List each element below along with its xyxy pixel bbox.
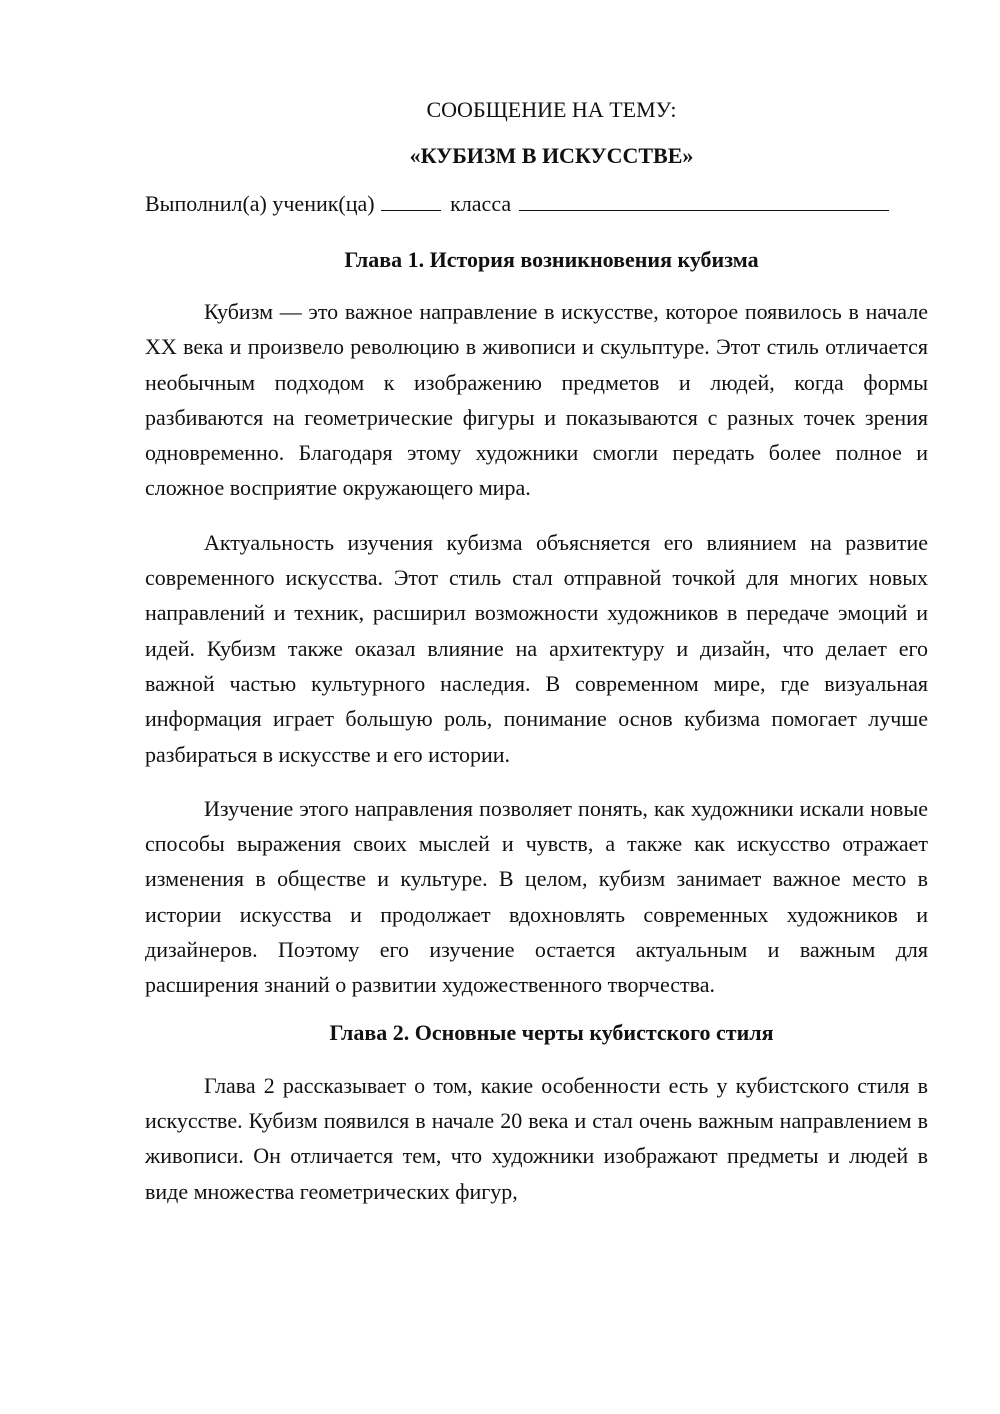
author-line bbox=[145, 186, 928, 222]
document-title-line1: СООБЩЕНИЕ НА ТЕМУ: bbox=[426, 97, 677, 122]
document-title-topic: «КУБИЗМ В ИСКУССТВЕ» bbox=[409, 143, 694, 168]
chapter-1-paragraph: Изучение этого направления позволяет понять, как художники искали новые способы выражения своих мыслей и чувств, а также как искусство отражает изменения в обществе и культуре. В целом, кубизм занимает важное место в истории искусства и продолжает вдохновлять современных художников и дизайнеров. Поэтому его изучение остается актуальным и важным для расширения знаний о развитии художественного творчества. bbox=[145, 795, 928, 998]
chapter-2-paragraph: Глава 2 рассказывает о том, какие особенности есть у кубистского стиля в искусстве. Кубизм появился в начале 20 века и стал очень важным направлением в живописи. Он отличается тем, что художники изображают предметы и людей в виде множества геометрических фигур, bbox=[145, 1072, 928, 1204]
name-blank bbox=[519, 188, 889, 211]
chapter-1-heading: Глава 1. История возникновения кубизма bbox=[344, 247, 759, 272]
class-number-blank bbox=[381, 188, 441, 211]
author-label: Выполнил(а) ученик(ца) bbox=[145, 191, 375, 216]
class-label: класса bbox=[450, 191, 512, 216]
chapter-2-heading: Глава 2. Основные черты кубистского стиля bbox=[329, 1019, 774, 1045]
document-page bbox=[145, 92, 928, 1209]
chapter-1-paragraph: Актуальность изучения кубизма объясняется его влиянием на развитие современного искусства. Этот стиль стал отправной точкой для многих новых направлений и техник, расширил возможности художников в передаче эмоций и идей. Кубизм также оказал влияние на архитектуру и дизайн, что делает его важной частью культурного наследия. В современном мире, где визуальная информация играет большую роль, понимание основ кубизма помогает лучше разбираться в искусстве и его истории. bbox=[145, 529, 928, 767]
chapter-1-paragraph: Кубизм — это важное направление в искусстве, которое появилось в начале XX века и произвело революцию в живописи и скульптуре. Этот стиль отличается необычным подходом к изображению предметов и людей, когда формы разбиваются на геометрические фигуры и показываются с разных точек зрения одновременно. Благодаря этому художники смогли передать более полное и сложное восприятие окружающего мира. bbox=[145, 299, 928, 501]
